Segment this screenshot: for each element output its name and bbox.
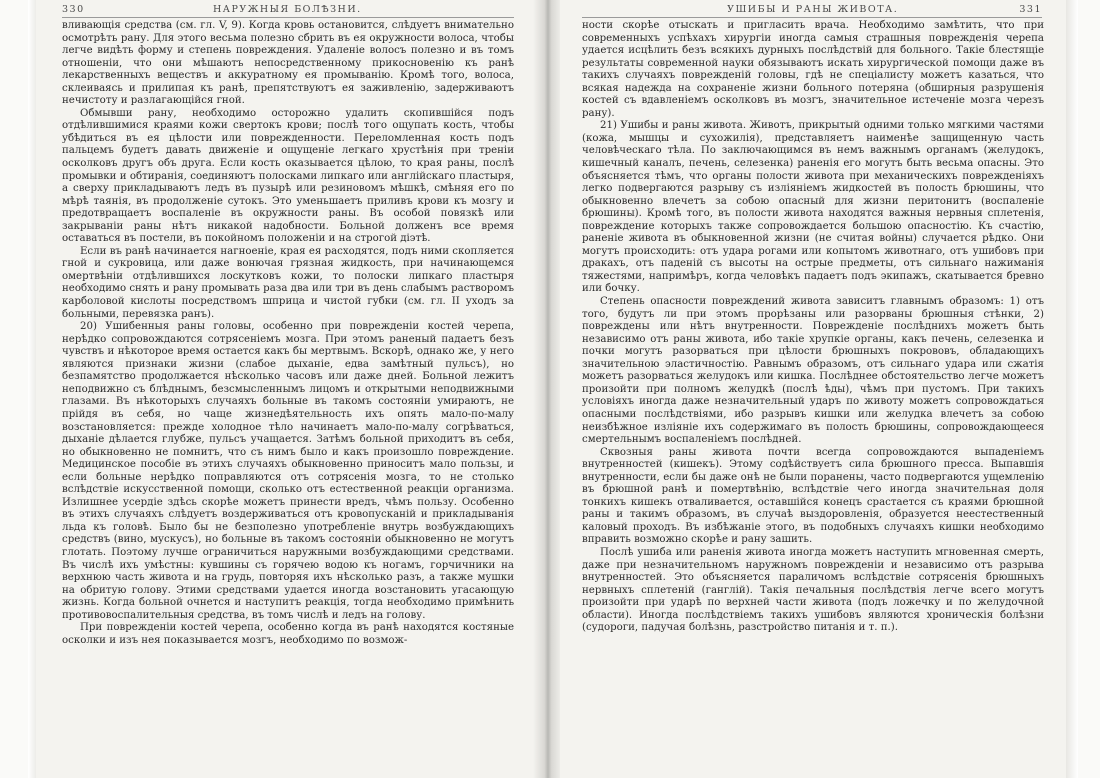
left-body-text — [62, 20, 514, 647]
paragraph: Если въ ранѣ начинается нагноеніе, края ея расходятся, подъ ними скопляется гной и сукровица, или даже вонючая грязная жидкость, при начинающемся омертвѣніи отдѣлившихся лоскутковъ кожи, то полоски липкаго пластыря необходимо снять и рану промывать раза два или три въ день слабымъ растворомъ карболовой кислоты посредствомъ шприца и чистой губки (см. гл. II уходъ за больными, перевязка ранъ). — [62, 245, 514, 320]
left-page-number: 330 — [62, 3, 85, 15]
left-running-title: НАРУЖНЫЯ БОЛѢЗНИ. — [212, 3, 362, 15]
paragraph: ности скорѣе отыскать и пригласить врача. Необходимо замѣтить, что при современныхъ успѣхахъ хирургіи иногда самыя страшныя поврежденія черепа удается исцѣлить безъ всякихъ дурныхъ послѣдствій для больного. Такіе блестящіе результаты современной науки обязываютъ искать хирургической помощи даже въ такихъ случаяхъ поврежденій головы, гдѣ не спеціалисту можетъ казаться, что всякая надежда на сохраненіе жизни больного потеряна (обширныя разрушенія костей съ вдавленіемъ осколковъ въ мозгъ, значительное истеченіе мозга черезъ рану). — [582, 20, 1044, 119]
paragraph: При поврежденіи костей черепа, особенно когда въ ранѣ находятся костяные осколки и изъ нея показывается мозгъ, необходимо по возмож- — [62, 622, 514, 646]
page-edge-right — [1066, 0, 1078, 778]
right-running-title: УШИБЫ И РАНЫ ЖИВОТА. — [727, 3, 899, 15]
right-page-number: 331 — [1019, 3, 1042, 15]
left-head-rule — [62, 17, 514, 18]
paragraph: вливающія средства (см. гл. V, 9). Когда кровь остановится, слѣдуетъ внимательно осмотрѣть рану. Для этого весьма полезно сбрить въ ея окружности волоса, чтобы легче видѣть форму и степень повреждения. Удаленіе волосъ полезно и въ томъ отношеніи, что они мѣшаютъ непосредственному прикосновенію къ ранѣ лекарственныхъ веществъ и аккуратному ея промыванію. Кромѣ того, волоса, склеиваясь и прилипая къ ранѣ, препятствуютъ ея заживленію, задерживаютъ нечистоту и разлагающійся гной. — [62, 20, 514, 107]
book-gutter — [533, 0, 563, 778]
right-running-head — [582, 2, 1042, 16]
right-body-text — [582, 20, 1044, 635]
paragraph: 21) Ушибы и раны живота. Животъ, прикрытый одними только мягкими частями (кожа, мышцы и сухожилія), представляетъ наименѣе защищенную часть человѣческаго тѣла. По заключающимся въ немъ важнымъ органамъ (желудокъ, кишечный каналъ, печень, селезенка) раненія его могутъ быть весьма опасны. Это объясняется тѣмъ, что органы полости живота при механическихъ поврежденіяхъ легко подвергаются разрыву съ изліяніемъ жидкостей въ полость брюшины, что обыкновенно влечетъ за собою опасный для жизни перитонитъ (воспаленіе брюшины). Кромѣ того, въ полости живота находятся важныя нервныя сплетенія, повреждение которыхъ также сопровождается большою опасностію. Къ счастію, раненіе живота въ обыкновенной жизни (не считая войны) случается рѣдко. Они могутъ происходить: отъ удара рогами или копытомъ животнаго, отъ ушибовъ при дракахъ, отъ паденій съ высоты на острые предметы, отъ сильнаго нажиманія тяжестями, напримѣръ, когда человѣкъ падаетъ подъ экипажъ, скатывается бревно или бочку. — [582, 120, 1044, 295]
paragraph: Обмывши рану, необходимо осторожно удалить скопившійся подъ отдѣлившимися краями кожи свертокъ крови; послѣ того ощупать кость, чтобы убѣдиться въ ея цѣлости или поврежденности. Переломленная кость подъ пальцемъ будетъ давать движеніе и ощущеніе легкаго хрустѣнія при треніи осколковъ другъ объ друга. Если кость оказывается цѣлою, то края раны, послѣ промывки и обтиранія, соединяютъ полосками липкаго или англійскаго пластыря, а сверху прикладываютъ ледъ въ пузырѣ или резиновомъ мѣшкѣ, смѣняя его по мѣрѣ таянія, въ продолженіе сутокъ. Это уменьшаетъ приливъ крови къ мозгу и предотвращаетъ воспаленіе въ окружности раны. Въ особой повязкѣ или закрываніи раны нѣтъ никакой надобности. Больной долженъ все время оставаться въ постели, въ покойномъ положеніи и на строгой діэтѣ. — [62, 107, 514, 245]
right-page — [560, 0, 1068, 778]
left-running-head — [62, 2, 514, 16]
right-head-rule — [582, 17, 1042, 18]
paragraph: Послѣ ушиба или раненія живота иногда можетъ наступить мгновенная смерть, даже при незначительномъ наружномъ поврежденіи и независимо отъ разрыва внутренностей. Это объясняется параличомъ вслѣдствіе сотрясенія брюшныхъ нервныхъ сплетеній (ганглій). Такія печальныя послѣдствія легче всего могутъ произойти при ударѣ по верхней части живота (подъ ложечку и по желудочной области). Иногда послѣдствіемъ такихъ ушибовъ являются хроническія болѣзни (судороги, падучая болѣзнь, разстройство питанія и т. п.). — [582, 546, 1044, 634]
paragraph: Степень опасности повреждений живота зависитъ главнымъ образомъ: 1) отъ того, будутъ ли при этомъ прорѣзаны или разорваны брюшныя стѣнки, 2) повреждены или нѣтъ внутренности. Поврежденіе послѣднихъ можетъ быть независимо отъ раны живота, ибо такіе хрупкіе органы, какъ печень, селезенка и почки могутъ разорваться при цѣлости брюшныхъ покрововъ, обладающихъ значительною эластичностію. Равнымъ образомъ, отъ сильнаго удара или сжатія можетъ разорваться желудокъ или кишка. Послѣднее обстоятельство легче можетъ произойти при полномъ желудкѣ (послѣ ѣды), чѣмъ при пустомъ. При такихъ условіяхъ иногда даже незначительный ударъ по животу можетъ сопровождаться опасными послѣдствіями, ибо разрывъ кишки или желудка влечетъ за собою неизбѣжное изліяніе ихъ содержимаго въ полость брюшины, сопровождающееся смертельнымъ воспаленіемъ послѣдней. — [582, 296, 1044, 446]
paragraph: 20) Ушибенныя раны головы, особенно при поврежденіи костей черепа, нерѣдко сопровождаются сотрясеніемъ мозга. При этомъ раненый падаетъ безъ чувствъ и нѣкоторое время остается какъ бы мертвымъ. Вскорѣ, однако же, у него являются признаки жизни (слабое дыханіе, едва замѣтный пульсъ), но безпамятство продолжается нѣсколько часовъ или даже дней. Больной лежитъ неподвижно съ блѣднымъ, безсмысленнымъ лицомъ и открытыми неподвижными глазами. Въ нѣкоторыхъ случаяхъ больные въ такомъ состояніи умираютъ, не прійдя въ себя, но чаще жизнедѣятельность ихъ опять мало-по-малу возстановляется: прежде холодное тѣло начинаетъ мало-по-малу согрѣваться, дыханіе дѣлается глубже, пульсъ учащается. Затѣмъ больной приходитъ въ себя, но обыкновенно не помнитъ, что съ нимъ было и какъ произошло повреждение. Медицинское пособіе въ этихъ случаяхъ обыкновенно приноситъ мало пользы, и если больные нерѣдко поправляются отъ сотрясенія мозга, то не столько вслѣдствіе искусственной помощи, сколько отъ естественной реакціи организма. Излишнее усердіе здѣсь скорѣе можетъ принести вредъ, чѣмъ пользу. Особенно въ этихъ случаяхъ слѣдуетъ воздерживаться отъ кровопусканій и прикладыванія льда къ головѣ. Было бы не безполезно употребленіе внутрь возбуждающихъ средствъ (вино, мускусъ), но больные въ такомъ состояніи обыкновенно не могутъ глотать. Поэтому лучше ограничиться наружными возбуждающими средствами. Въ числѣ ихъ умѣстны: кувшины съ горячею водою къ ногамъ, горчичники на верхнюю часть живота и на грудь, повторяя ихъ нѣсколько разъ, а также мушки на обритую голову. Этими средствами удается иногда возстановить угасающую жизнь. Когда больной очнется и наступитъ реакція, тогда необходимо примѣнить противовоспалительныя средства, въ томъ числѣ и ледъ на голову. — [62, 321, 514, 621]
left-page — [36, 0, 536, 778]
paragraph: Сквозныя раны живота почти всегда сопровождаются выпаденіемъ внутренностей (кишекъ). Этому содѣйствуетъ сила брюшного пресса. Выпавшія внутренности, если бы даже онѣ не были поранены, часто подвергаются ущемленію въ брюшной ранѣ и помертвѣнію, вслѣдствіе чего иногда значительная доля тонкихъ кишекъ отваливается, оставшійся конецъ срастается съ краями брюшной раны и такимъ образомъ, въ случаѣ выздоровленія, образуется неестественный каловый проходъ. Въ избѣжаніе этого, въ подобныхъ случаяхъ кишки необходимо вправить возможно скорѣе и рану зашить. — [582, 446, 1044, 546]
